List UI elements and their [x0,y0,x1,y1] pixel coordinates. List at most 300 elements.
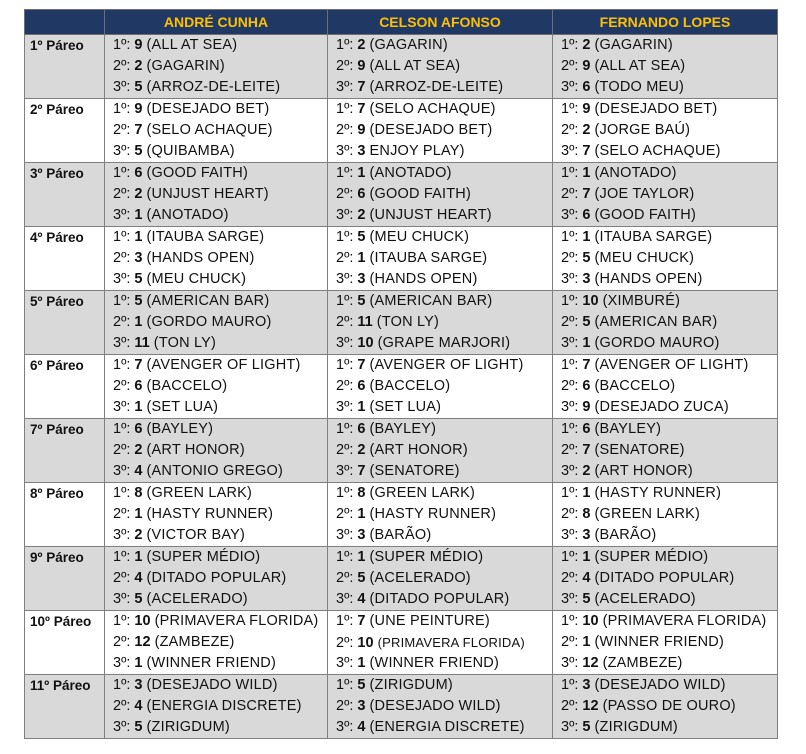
horse-name: (ZIRIGDUM) [594,719,678,735]
horse-name: (GAGARIN) [369,37,448,53]
horse-name: (SET LUA) [369,399,442,415]
horse-number: 3 [357,143,366,159]
race-label: 4º Páreo [25,227,105,291]
horse-number: 6 [357,378,366,394]
pick-position: 3º: [113,527,131,543]
pick-position: 1º: [561,229,579,245]
pick-line [328,312,552,333]
horse-number: 5 [134,79,143,95]
horse-number: 12 [582,655,599,671]
horse-name: (JOE TAYLOR) [594,186,695,202]
pick-line [328,397,552,418]
horse-name: (TON LY) [153,335,217,351]
pick-line [328,589,552,610]
horse-name: (ENERGIA DISCRETE) [369,719,525,735]
horse-number: 5 [134,143,143,159]
pick-line [328,696,552,717]
pick-cell [553,163,778,227]
pick-position: 3º: [113,271,131,287]
horse-name: (ALL AT SEA) [594,58,686,74]
pick-position: 1º: [113,165,131,181]
pick-line [105,568,327,589]
horse-name: (ACELERADO) [146,591,248,607]
horse-name: (AVENGER OF LIGHT) [146,357,301,373]
race-label: 2º Páreo [25,99,105,163]
pick-line [553,547,777,568]
horse-name: (VICTOR BAY) [146,527,246,543]
pick-position: 2º: [113,186,131,202]
horse-name: (HANDS OPEN) [146,250,255,266]
pick-position: 1º: [113,357,131,373]
pick-position: 2º: [561,122,579,138]
pick-cell [553,547,778,611]
pick-line [105,248,327,269]
horse-number: 3 [134,677,143,693]
horse-name: (ANOTADO) [146,207,229,223]
pick-cell [105,355,328,419]
table-row [25,35,778,99]
table-row [25,163,778,227]
pick-position: 3º: [336,335,354,351]
pick-line [328,355,552,376]
horse-number: 4 [582,570,591,586]
horse-name: (SUPER MÉDIO) [146,549,261,565]
picks-table [24,9,778,739]
pick-position: 2º: [561,250,579,266]
pick-line [105,141,327,162]
horse-number: 9 [582,399,591,415]
pick-position: 3º: [336,591,354,607]
horse-name: (GOOD FAITH) [594,207,697,223]
pick-line [553,376,777,397]
horse-name: (GOOD FAITH) [146,165,249,181]
pick-position: 3º: [336,719,354,735]
pick-line [105,227,327,248]
horse-number: 1 [134,399,143,415]
pick-cell [105,611,328,675]
horse-name: (ANOTADO) [369,165,452,181]
pick-position: 2º: [113,698,131,714]
pick-line [553,696,777,717]
pick-cell [328,35,553,99]
horse-number: 5 [134,591,143,607]
horse-name: (AMERICAN BAR) [146,293,270,309]
horse-number: 11 [134,335,150,351]
pick-line [105,376,327,397]
horse-number: 1 [134,655,143,671]
pick-line [553,312,777,333]
pick-position: 1º: [561,613,579,629]
pick-position: 1º: [113,37,131,53]
pick-line [553,227,777,248]
horse-name: (GOOD FAITH) [369,186,472,202]
horse-name: (ITAUBA SARGE) [369,250,488,266]
pick-line [553,525,777,546]
horse-number: 7 [357,463,366,479]
pick-line [553,568,777,589]
pick-position: 1º: [561,101,579,117]
horse-number: 5 [134,719,143,735]
pick-position: 1º: [561,37,579,53]
horse-number: 1 [357,549,366,565]
pick-line [105,397,327,418]
pick-position: 2º: [113,506,131,522]
pick-line [328,141,552,162]
horse-name: (MEU CHUCK) [146,271,247,287]
pick-position: 1º: [336,357,354,373]
pick-line [553,675,777,696]
pick-position: 1º: [561,357,579,373]
pick-line [328,440,552,461]
pick-cell [328,547,553,611]
pick-line [553,77,777,98]
pick-line [105,355,327,376]
horse-name: (ALL AT SEA) [369,58,461,74]
pick-position: 2º: [113,378,131,394]
pick-line [553,333,777,354]
horse-name: (DESEJADO WILD) [594,677,726,693]
horse-number: 6 [582,378,591,394]
horse-number: 7 [134,357,143,373]
pick-position: 2º: [336,122,354,138]
pick-cell [105,547,328,611]
pick-line [553,163,777,184]
table-row [25,611,778,675]
horse-number: 6 [582,207,591,223]
pick-cell [328,419,553,483]
pick-line [105,77,327,98]
pick-line [328,56,552,77]
pick-position: 1º: [113,677,131,693]
horse-name: (PRIMAVERA FLORIDA) [154,613,319,629]
horse-name: (DESEJADO BET) [146,101,270,117]
horse-name: (ANOTADO) [594,165,677,181]
pick-line [105,696,327,717]
horse-name: (JORGE BAÚ) [594,122,691,138]
pick-line [553,269,777,290]
pick-position: 3º: [336,271,354,287]
table-row [25,483,778,547]
pick-position: 2º: [336,635,354,651]
horse-name: (BAYLEY) [369,421,437,437]
pick-line [328,525,552,546]
table-row [25,355,778,419]
pick-position: 2º: [561,58,579,74]
horse-number: 3 [582,527,591,543]
horse-number: 1 [357,165,366,181]
horse-number: 3 [582,677,591,693]
horse-name: (ITAUBA SARGE) [594,229,713,245]
horse-name: (ZAMBEZE) [602,655,683,671]
horse-number: 6 [357,186,366,202]
horse-name: (GORDO MAURO) [146,314,272,330]
horse-number: 3 [357,698,366,714]
horse-number: 5 [134,271,143,287]
pick-cell [105,291,328,355]
pick-position: 3º: [561,463,579,479]
pick-line [328,163,552,184]
horse-number: 5 [357,229,366,245]
pick-line [105,461,327,482]
pick-position: 2º: [113,122,131,138]
pick-line [105,269,327,290]
pick-position: 1º: [336,677,354,693]
horse-name: (GAGARIN) [146,58,225,74]
pick-position: 3º: [336,399,354,415]
pick-line [328,653,552,674]
pick-position: 2º: [336,442,354,458]
horse-name: (DITADO POPULAR) [369,591,510,607]
horse-number: 10 [582,293,599,309]
pick-line [553,611,777,632]
horse-number: 10 [134,613,151,629]
horse-name: (DITADO POPULAR) [594,570,735,586]
horse-name: (BARÃO) [594,527,657,543]
pick-line [553,120,777,141]
horse-number: 2 [582,37,591,53]
horse-number: 4 [134,698,143,714]
horse-number: 7 [134,122,143,138]
pick-position: 1º: [113,229,131,245]
pick-line [328,227,552,248]
pick-cell [105,227,328,291]
horse-name: (GORDO MAURO) [594,335,720,351]
horse-name: (DESEJADO ZUCA) [594,399,729,415]
horse-name: (PRIMAVERA FLORIDA) [602,613,767,629]
horse-number: 7 [357,79,366,95]
horse-name: (ALL AT SEA) [146,37,238,53]
race-label: 7º Páreo [25,419,105,483]
table-row [25,547,778,611]
pick-position: 3º: [113,591,131,607]
pick-line [553,717,777,738]
pick-cell [105,163,328,227]
pick-position: 2º: [336,378,354,394]
horse-number: 2 [582,122,591,138]
pick-position: 1º: [336,549,354,565]
horse-name: (DESEJADO BET) [369,122,493,138]
pick-position: 2º: [336,58,354,74]
pick-line [328,35,552,56]
pick-line [105,163,327,184]
horse-number: 2 [357,442,366,458]
horse-name: ENJOY PLAY) [369,143,465,159]
horse-name: (UNJUST HEART) [369,207,492,223]
horse-name: (ART HONOR) [146,442,245,458]
horse-number: 1 [582,165,591,181]
pick-line [105,184,327,205]
pick-position: 2º: [113,570,131,586]
pick-cell [328,675,553,739]
horse-name: (ZIRIGDUM) [369,677,453,693]
horse-name: (XIMBURÉ) [602,293,681,309]
pick-position: 3º: [561,335,579,351]
pick-cell [105,99,328,163]
table-row [25,227,778,291]
horse-name: (BACCELO) [146,378,228,394]
horse-name: (ART HONOR) [369,442,468,458]
horse-name: (BAYLEY) [146,421,214,437]
pick-position: 3º: [561,527,579,543]
horse-number: 8 [357,485,366,501]
pick-line [328,547,552,568]
horse-number: 7 [582,143,591,159]
horse-number: 7 [582,442,591,458]
pick-cell [328,291,553,355]
pick-line [553,653,777,674]
horse-name: (BACCELO) [594,378,676,394]
pick-line [553,141,777,162]
horse-name: (GREEN LARK) [594,506,701,522]
horse-number: 3 [357,527,366,543]
horse-number: 2 [582,463,591,479]
race-label: 8º Páreo [25,483,105,547]
pick-cell [328,355,553,419]
pick-position: 3º: [336,143,354,159]
horse-number: 1 [582,485,591,501]
pick-position: 2º: [113,250,131,266]
horse-name: (AMERICAN BAR) [369,293,493,309]
horse-number: 1 [357,506,366,522]
pick-position: 1º: [561,485,579,501]
pick-line [553,56,777,77]
horse-number: 11 [357,314,373,330]
pick-position: 1º: [336,485,354,501]
horse-name: (MEU CHUCK) [369,229,470,245]
pick-position: 3º: [561,271,579,287]
pick-line [105,205,327,226]
pick-line [553,461,777,482]
horse-number: 2 [134,58,143,74]
pick-line [553,504,777,525]
pick-position: 3º: [561,719,579,735]
horse-name: (AMERICAN BAR) [594,314,718,330]
header-celson-afonso: CELSON AFONSO [328,10,553,35]
table-body [25,35,778,739]
horse-number: 3 [582,271,591,287]
pick-cell [553,419,778,483]
horse-name: (TON LY) [376,314,440,330]
horse-name: (DESEJADO BET) [594,101,718,117]
horse-name: (HASTY RUNNER) [146,506,274,522]
pick-line [105,632,327,653]
horse-number: 3 [134,250,143,266]
horse-number: 1 [582,634,591,650]
horse-number: 5 [357,293,366,309]
pick-line [328,205,552,226]
horse-name: (GAGARIN) [594,37,673,53]
horse-name: (ACELERADO) [369,570,471,586]
horse-number: 9 [134,37,143,53]
race-label: 6º Páreo [25,355,105,419]
pick-cell [553,291,778,355]
pick-position: 3º: [336,79,354,95]
horse-name: (WINNER FRIEND) [594,634,724,650]
horse-number: 5 [582,314,591,330]
pick-position: 3º: [336,527,354,543]
pick-position: 1º: [113,101,131,117]
pick-position: 3º: [561,655,579,671]
horse-number: 1 [134,229,143,245]
pick-position: 2º: [113,634,131,650]
pick-position: 2º: [561,378,579,394]
pick-position: 1º: [336,421,354,437]
pick-line [105,504,327,525]
horse-name: (SUPER MÉDIO) [369,549,484,565]
pick-position: 3º: [113,463,131,479]
race-label: 3º Páreo [25,163,105,227]
pick-position: 1º: [113,613,131,629]
header-corner [25,10,105,35]
pick-position: 3º: [113,143,131,159]
pick-position: 2º: [561,314,579,330]
pick-position: 2º: [336,314,354,330]
horse-number: 1 [134,549,143,565]
horse-number: 7 [357,357,366,373]
horse-name: (ITAUBA SARGE) [146,229,265,245]
pick-line [553,35,777,56]
horse-number: 9 [134,101,143,117]
pick-position: 3º: [113,207,131,223]
pick-line [328,419,552,440]
pick-position: 2º: [336,506,354,522]
pick-line [328,504,552,525]
pick-line [105,56,327,77]
pick-cell [553,355,778,419]
pick-line [105,525,327,546]
horse-name: (WINNER FRIEND) [146,655,276,671]
pick-line [553,419,777,440]
horse-name: (BARÃO) [369,527,432,543]
pick-line [553,291,777,312]
horse-name: (MEU CHUCK) [594,250,695,266]
horse-number: 12 [134,634,151,650]
pick-line [105,419,327,440]
pick-position: 1º: [336,293,354,309]
pick-line [328,632,552,653]
race-label: 5º Páreo [25,291,105,355]
pick-cell [105,35,328,99]
pick-line [553,397,777,418]
horse-number: 10 [357,335,374,351]
horse-number: 9 [357,58,366,74]
pick-line [553,99,777,120]
pick-cell [328,483,553,547]
pick-line [328,184,552,205]
pick-line [328,483,552,504]
pick-line [328,269,552,290]
horse-name: (BAYLEY) [594,421,662,437]
horse-number: 7 [357,613,366,629]
pick-line [105,653,327,674]
pick-position: 3º: [561,79,579,95]
horse-name: (WINNER FRIEND) [369,655,499,671]
table-header [25,10,778,35]
pick-cell [105,419,328,483]
pick-position: 3º: [113,655,131,671]
horse-name: (ACELERADO) [594,591,696,607]
pick-position: 3º: [113,335,131,351]
race-label: 11º Páreo [25,675,105,739]
pick-position: 3º: [336,463,354,479]
horse-number: 1 [582,549,591,565]
pick-line [105,312,327,333]
pick-line [328,675,552,696]
horse-number: 8 [134,485,143,501]
horse-number: 6 [357,421,366,437]
horse-name: (ENERGIA DISCRETE) [146,698,302,714]
horse-name: (GREEN LARK) [146,485,253,501]
